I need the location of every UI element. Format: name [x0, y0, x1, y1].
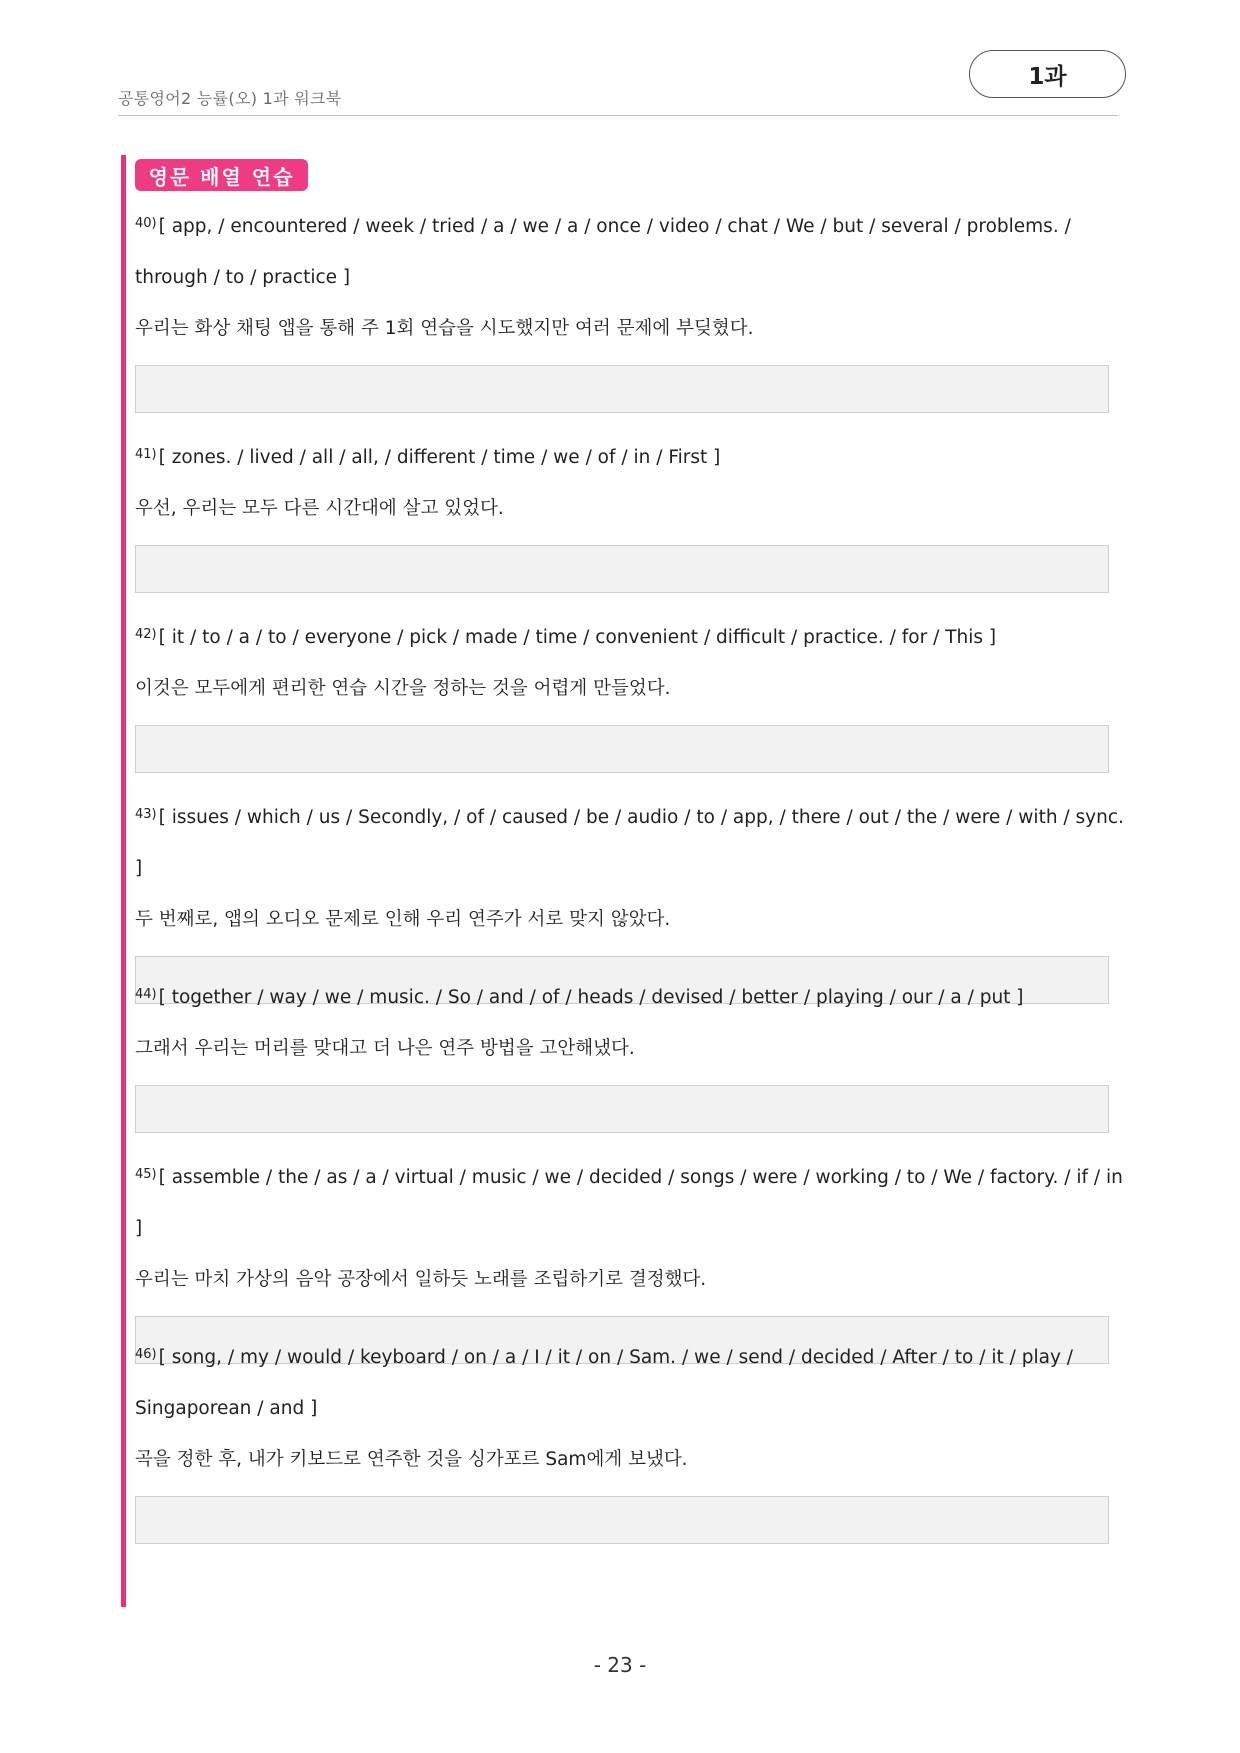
item-number: 46) — [135, 1347, 157, 1362]
korean-translation: 우리는 화상 채팅 앱을 통해 주 1회 연습을 시도했지만 여러 문제에 부딪혔다. — [135, 318, 754, 339]
lesson-badge: 1과 — [969, 50, 1126, 98]
exercise-item-42 — [135, 609, 1125, 773]
answer-input-box[interactable] — [135, 725, 1109, 773]
answer-input-box[interactable] — [135, 365, 1109, 413]
item-number: 40) — [135, 216, 157, 231]
word-bank — [135, 1149, 1125, 1254]
section-label: 영문 배열 연습 — [135, 159, 308, 191]
scrambled-words: [ app, / encountered / week / tried / a / we / a / once / video / chat / We / but / several / problems. / through / to / practice ] — [135, 216, 1071, 288]
exercise-item-41 — [135, 429, 1125, 593]
word-bank — [135, 969, 1125, 1023]
item-number: 45) — [135, 1167, 157, 1182]
exercise-item-44 — [135, 969, 1125, 1133]
korean-translation: 두 번째로, 앱의 오디오 문제로 인해 우리 연주가 서로 맞지 않았다. — [135, 909, 671, 930]
exercise-item-40 — [135, 198, 1125, 413]
korean-translation: 우리는 마치 가상의 음악 공장에서 일하듯 노래를 조립하기로 결정했다. — [135, 1269, 707, 1290]
scrambled-words: [ it / to / a / to / everyone / pick / made / time / convenient / difficult / practice. / for / This ] — [158, 627, 997, 648]
word-bank — [135, 609, 1125, 663]
scrambled-words: [ song, / my / would / keyboard / on / a / I / it / on / Sam. / we / send / decided / After / to / it / play / Singaporean / and ] — [135, 1347, 1074, 1419]
korean-translation: 이것은 모두에게 편리한 연습 시간을 정하는 것을 어렵게 만들었다. — [135, 678, 671, 699]
scrambled-words: [ together / way / we / music. / So / and / of / heads / devised / better / playing / our / a / put ] — [158, 987, 1024, 1008]
korean-translation: 우선, 우리는 모두 다른 시간대에 살고 있었다. — [135, 498, 504, 519]
word-bank — [135, 198, 1125, 303]
page-number: - 23 - — [593, 1653, 647, 1677]
item-number: 43) — [135, 807, 157, 822]
word-bank — [135, 1329, 1125, 1434]
korean-translation: 그래서 우리는 머리를 맞대고 더 나은 연주 방법을 고안해냈다. — [135, 1038, 635, 1059]
answer-input-box[interactable] — [135, 1496, 1109, 1544]
item-number: 44) — [135, 987, 157, 1002]
scrambled-words: [ issues / which / us / Secondly, / of / caused / be / audio / to / app, / there / out / the / were / with / sync. ] — [135, 807, 1124, 879]
header-divider — [118, 115, 1118, 116]
item-number: 41) — [135, 447, 157, 462]
answer-input-box[interactable] — [135, 545, 1109, 593]
answer-input-box[interactable] — [135, 1085, 1109, 1133]
word-bank — [135, 429, 1125, 483]
korean-translation: 곡을 정한 후, 내가 키보드로 연주한 것을 싱가포르 Sam에게 보냈다. — [135, 1449, 688, 1470]
scrambled-words: [ zones. / lived / all / all, / different / time / we / of / in / First ] — [158, 447, 721, 468]
workbook-title: 공통영어2 능률(오) 1과 워크북 — [118, 89, 342, 108]
exercise-item-46 — [135, 1329, 1125, 1544]
scrambled-words: [ assemble / the / as / a / virtual / music / we / decided / songs / were / working / to / We / factory. / if / in ] — [135, 1167, 1123, 1239]
word-bank — [135, 789, 1125, 894]
section-accent-bar — [121, 155, 126, 1607]
item-number: 42) — [135, 627, 157, 642]
